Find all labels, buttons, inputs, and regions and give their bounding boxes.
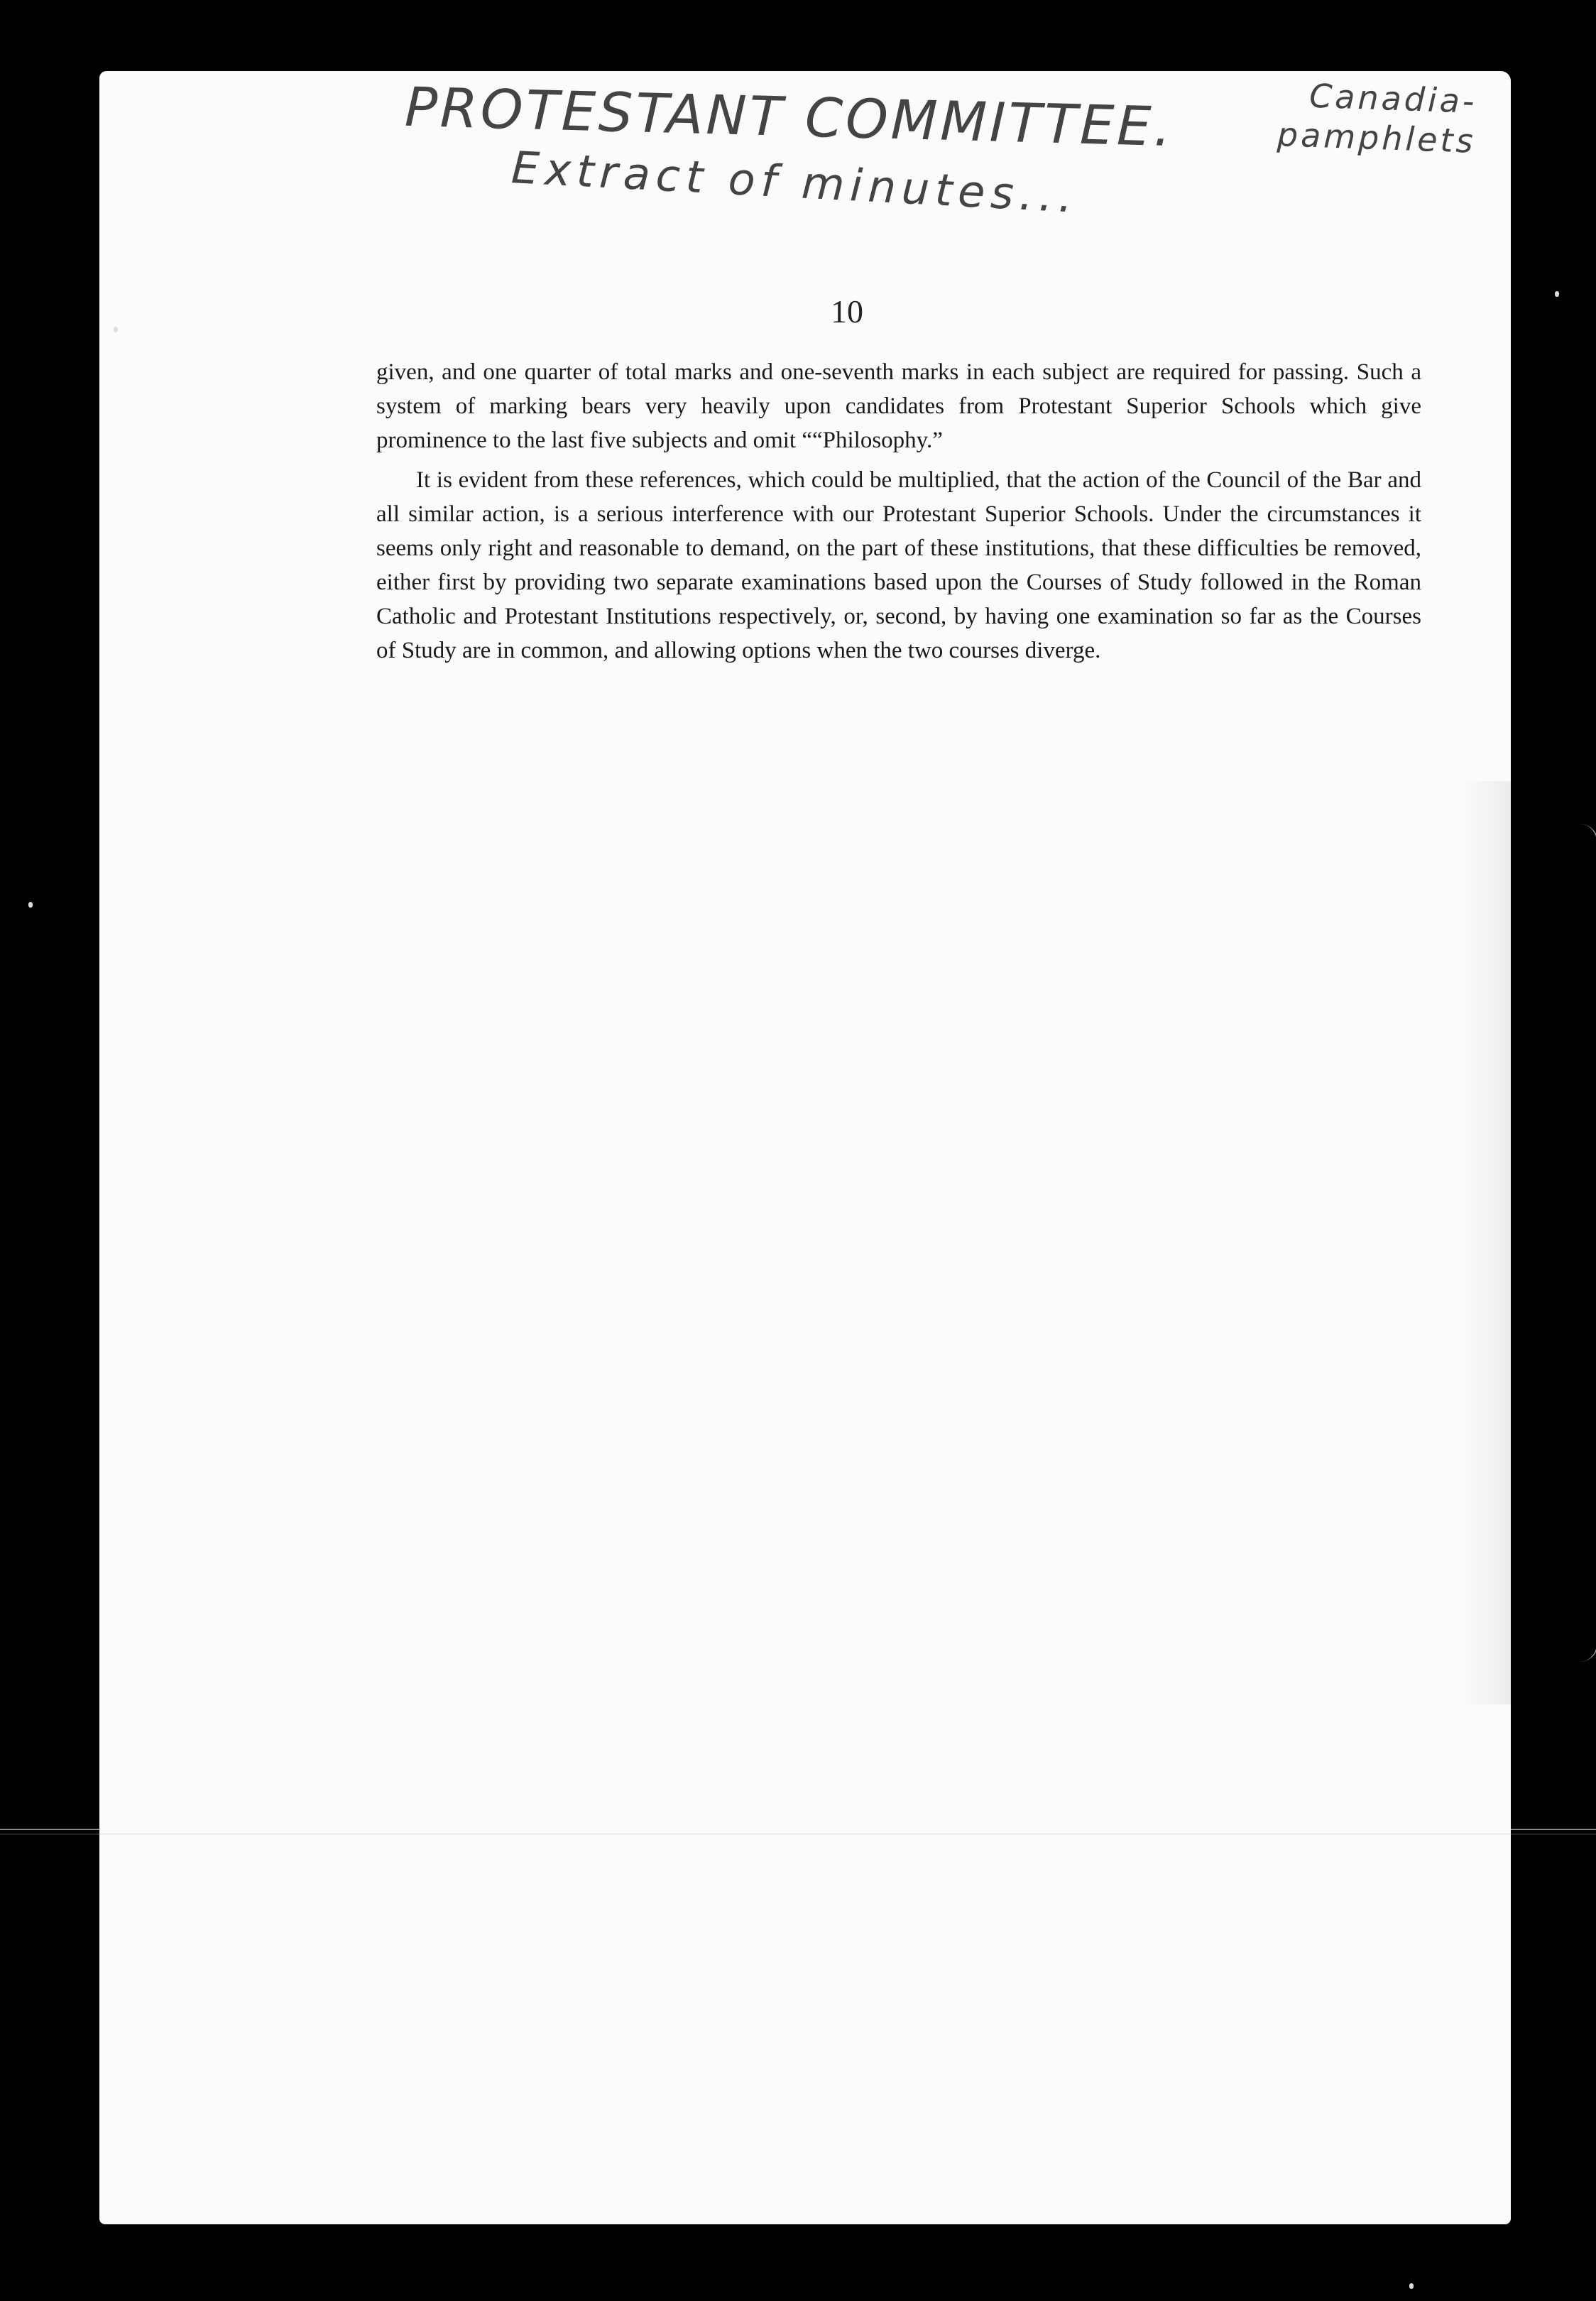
- handwritten-subtitle: Extract of minutes...: [510, 141, 1080, 223]
- page-edge-shadow: [1461, 781, 1511, 1704]
- scan-fold-line: [0, 1829, 1596, 1830]
- scan-speck: [28, 902, 33, 908]
- document-page: [99, 71, 1511, 2224]
- page-number: 10: [831, 293, 863, 330]
- scan-speck: [1555, 291, 1559, 297]
- handwritten-corner-note: [1277, 75, 1477, 161]
- page-binding-edge: [1580, 824, 1596, 1662]
- handwritten-title: PROTESTANT COMMITTEE.: [404, 75, 1175, 159]
- paragraph-2: It is evident from these references, which could be multiplied, that the action of the Council of the Bar and all similar action, is a serious interference with our Protestant Superior Schools. Under the circumstances it seems only right and reasonable to demand, on the part of these institutions, that these difficulties be removed, either first by providing two separate examinations based upon the Courses of Study followed in the Roman Catholic and Protestant Institutions respectively, or, second, by having one examination so far as the Courses of Study are in common, and allowing options when the two courses diverge.: [376, 467, 1421, 663]
- body-text: [376, 355, 1421, 673]
- paragraph-1: given, and one quarter of total marks and one-seventh marks in each subject are required for passing. Such a system of marking bears very heavily upon candidates from Protestant Superior Schools which give prominence to the last five subjects and omit ““Philosophy.”: [376, 359, 1421, 453]
- corner-note-line-1: Canadia-: [1308, 76, 1478, 121]
- scan-speck: [114, 327, 118, 332]
- scan-speck: [1409, 2283, 1414, 2289]
- corner-note-line-2: pamphlets: [1277, 115, 1477, 161]
